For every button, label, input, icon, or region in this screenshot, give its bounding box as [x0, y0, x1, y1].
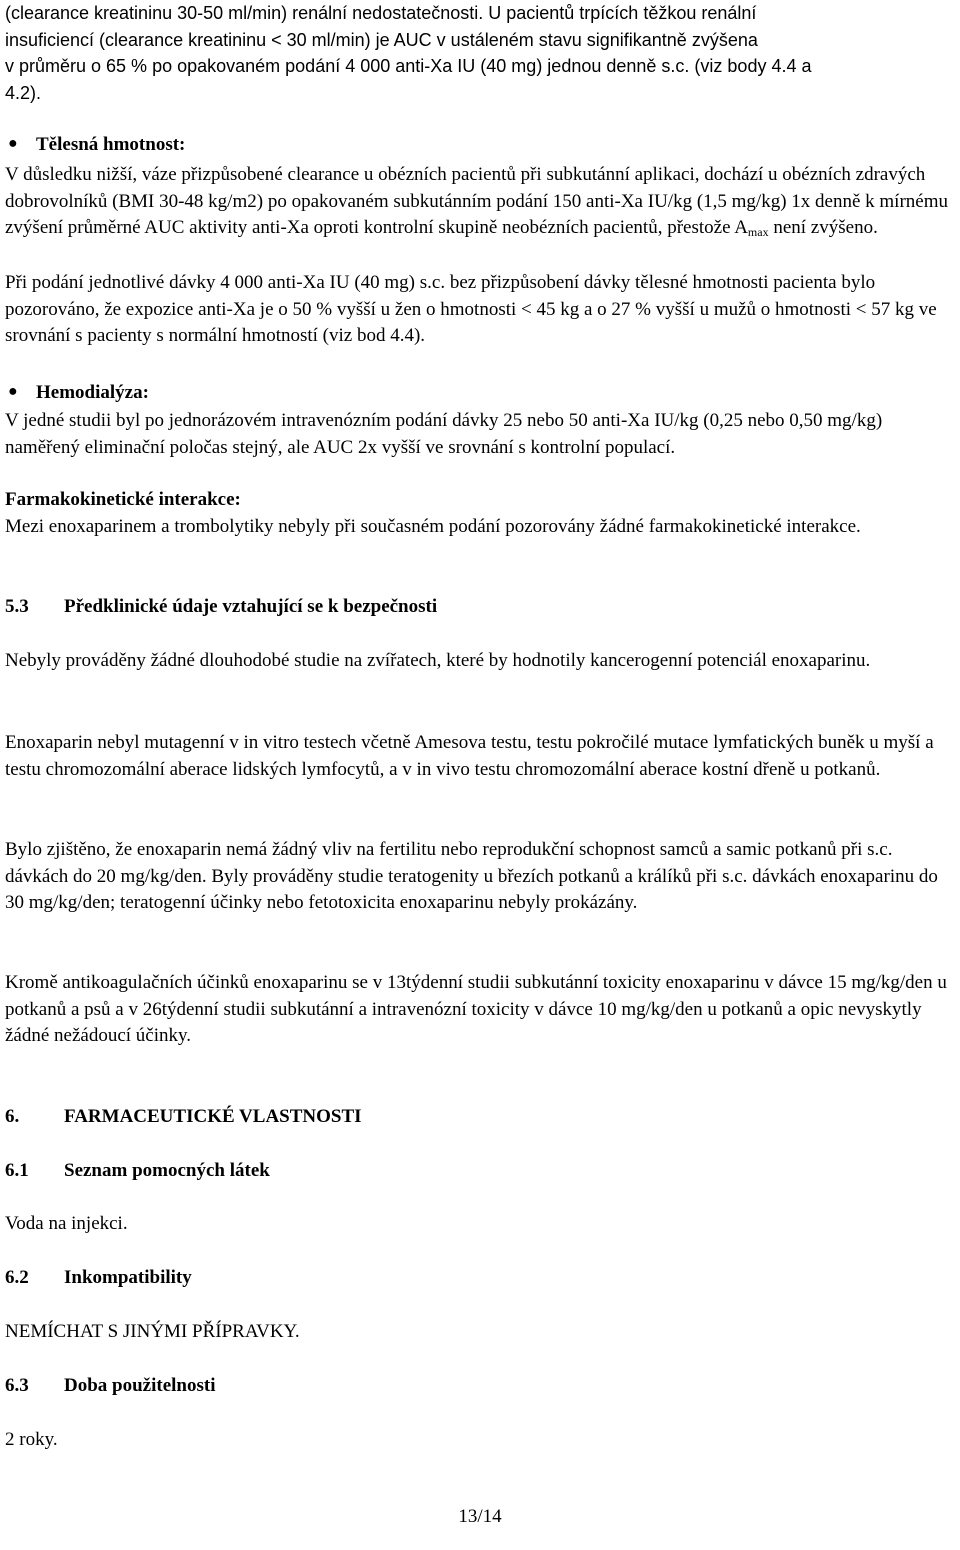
section-5-3-paragraph-3: Bylo zjištěno, že enoxaparin nemá žádný vliv na fertilitu nebo reprodukční schopnost samců a samic potkanů při s.c. dávkách do 20 mg/kg/den. Byly prováděny studie teratogenity u březích potkanů a králíků při s.c. dávkách enoxaparinu do 30 mg/kg/den; teratogenní účinky nebo fetotoxicita enoxaparinu nebyly prokázány.	[5, 839, 938, 913]
section-number: 6.2	[5, 1267, 29, 1288]
section-5-3-paragraph-4: Kromě antikoagulačních účinků enoxaparinu se v 13týdenní studii subkutánní toxicity enoxaparinu v dávce 15 mg/kg/den u potkanů a psů a v 26týdenní studii subkutánní a intravenózní toxicity v dávce 10 mg/kg/den u potkanů a opic nevyskytly žádné nežádoucí účinky.	[5, 972, 947, 1046]
body-weight-heading: Tělesná hmotnost:	[36, 134, 186, 155]
pk-interactions-heading: Farmakokinetické interakce:	[5, 489, 241, 510]
section-6-1-text: Voda na injekci.	[5, 1213, 128, 1234]
hemodialysis-heading: Hemodialýza:	[36, 382, 149, 403]
section-title: Inkompatibility	[64, 1267, 192, 1288]
bullet-icon: ●	[8, 135, 18, 152]
section-6-3-text: 2 roky.	[5, 1429, 58, 1450]
section-number: 5.3	[5, 596, 29, 617]
renal-line-1: (clearance kreatininu 30-50 ml/min) renální nedostatečnosti. U pacientů trpících těžkou renální	[5, 3, 757, 23]
section-title: Předklinické údaje vztahující se k bezpečnosti	[64, 596, 438, 617]
section-number: 6.1	[5, 1160, 29, 1181]
bullet-icon: ●	[8, 383, 18, 400]
hemodialysis-paragraph: V jedné studii byl po jednorázovém intravenózním podání dávky 25 nebo 50 anti-Xa IU/kg (0,25 nebo 0,50 mg/kg) naměřený eliminační poločas stejný, ale AUC 2x vyšší ve srovnání s kontrolní populací.	[5, 410, 883, 458]
amax-subscript: max	[747, 225, 769, 239]
body-weight-text: V důsledku nižší, váze přizpůsobené clearance u obézních pacientů při subkutánní aplikaci, dochází u obézních zdravých dobrovolníků (BMI 30-48 kg/m2) po opakovaném subkutánním podání 150 anti-Xa IU/kg (1,5 mg/kg) 1x denně k mírnému zvýšení průměrné AUC aktivity anti-Xa oproti kontrolní skupině neobézních pacientů, přestože A	[5, 164, 948, 238]
body-weight-paragraph-1	[5, 162, 955, 242]
renal-line-2: insuficiencí (clearance kreatininu < 30 ml/min) je AUC v ustáleném stavu signifikantně zvýšena	[5, 29, 758, 50]
pk-interactions-paragraph: Mezi enoxaparinem a trombolytiky nebyly při současném podání pozorovány žádné farmakokinetické interakce.	[5, 516, 861, 537]
section-number: 6.3	[5, 1375, 29, 1396]
section-title: Doba použitelnosti	[64, 1375, 216, 1396]
section-6-2-text: NEMÍCHAT S JINÝMI PŘÍPRAVKY.	[5, 1321, 300, 1342]
body-weight-paragraph-2: Při podání jednotlivé dávky 4 000 anti-Xa IU (40 mg) s.c. bez přizpůsobení dávky tělesné hmotnosti pacienta bylo pozorováno, že expozice anti-Xa je o 50 % vyšší u žen o hmotnosti < 45 kg a o 27 % vyšší u mužů o hmotnosti < 57 kg ve srovnání s pacienty s normální hmotností (viz bod 4.4).	[5, 272, 937, 346]
page-number: 13/14	[458, 1506, 502, 1527]
section-5-3-paragraph-1: Nebyly prováděny žádné dlouhodobé studie na zvířatech, které by hodnotily kancerogenní potenciál enoxaparinu.	[5, 650, 871, 671]
renal-paragraph	[5, 0, 955, 106]
body-weight-text-end: není zvýšeno.	[768, 217, 878, 238]
section-title: FARMACEUTICKÉ VLASTNOSTI	[64, 1106, 362, 1127]
section-number: 6.	[5, 1106, 20, 1127]
section-title: Seznam pomocných látek	[64, 1160, 270, 1181]
renal-line-4: 4.2).	[5, 82, 42, 103]
section-5-3-paragraph-2: Enoxaparin nebyl mutagenní v in vitro testech včetně Amesova testu, testu pokročilé mutace lymfatických buněk u myší a testu chromozomální aberace lidských lymfocytů, a v in vivo testu chromozomální aberace kostní dřeně u potkanů.	[5, 732, 934, 780]
renal-line-3: v průměru o 65 % po opakovaném podání 4 000 anti-Xa IU (40 mg) jednou denně s.c. (viz body 4.4 a	[5, 56, 812, 76]
